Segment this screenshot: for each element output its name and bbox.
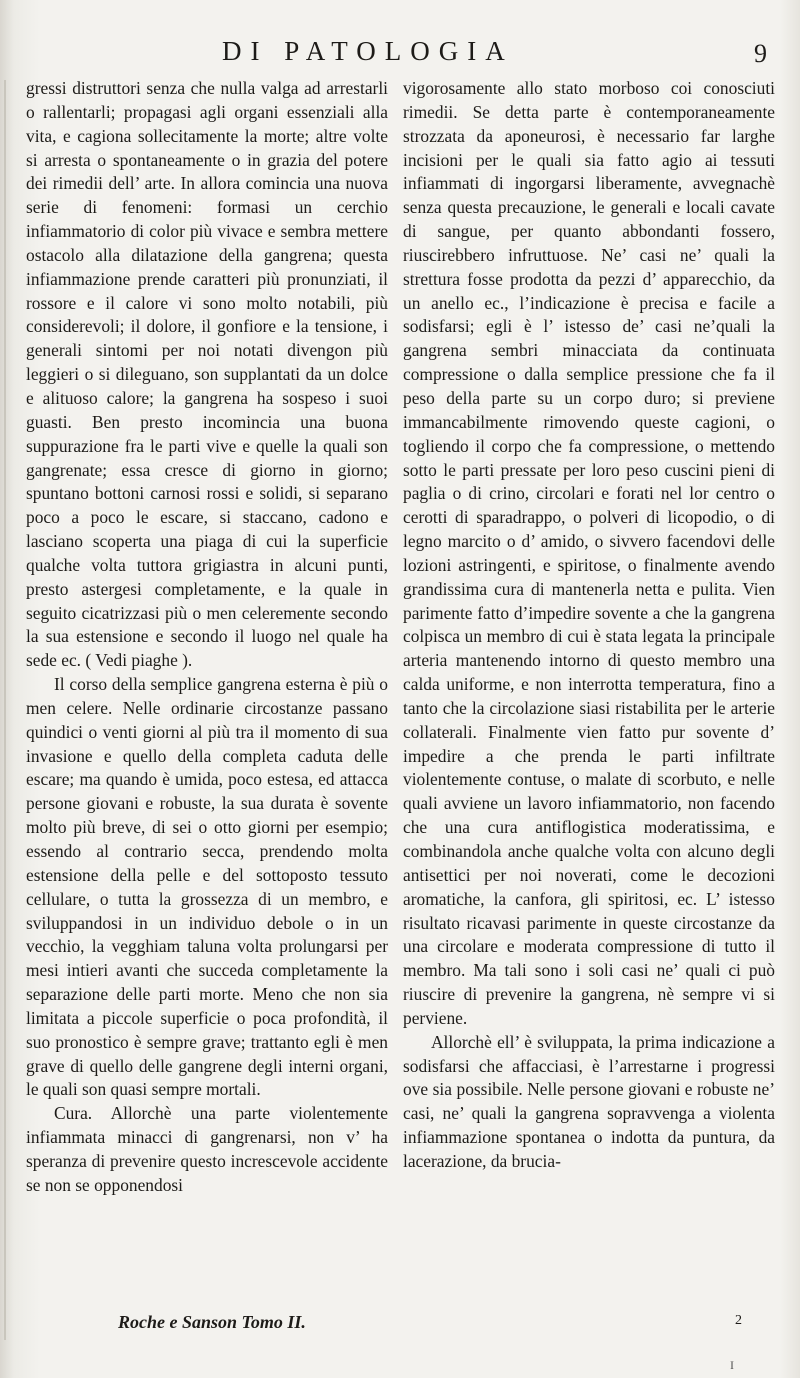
page-header xyxy=(0,36,800,76)
left-column xyxy=(26,77,388,1198)
paragraph: Cura. Allorchè una parte violentemente infiammata minacci di gangrenarsi, non v’ ha speranza di prevenire questo increscevole accidente se non se opponendosi xyxy=(26,1103,388,1195)
paragraph: Allorchè ell’ è sviluppata, la prima indicazione a sodisfarsi che affacciasi, è l’arrestarne i progressi ove sia possibile. Nelle persone giovani e robuste ne’ casi, ne’ quali la gangrena sopravvenga a violenta infiammazione spontanea o indotta da puntura, da lacerazione, da brucia- xyxy=(403,1031,775,1171)
signature-line: Roche e Sanson Tomo II. xyxy=(118,1312,306,1332)
right-column xyxy=(403,77,775,1174)
binding-gutter xyxy=(4,80,6,1340)
paragraph: vigorosamente allo stato morboso coi conosciuti rimedii. Se detta parte è contemporaneamente strozzata da aponeurosi, è necessario far larghe incisioni per le quali sia fatto agio ai tessuti infiammati di ingorgarsi liberamente, avvegnachè senza questa precauzione, le generali e locali cavate di sangue, per quanto abbondanti fossero, riuscirebbero infruttuose. Ne’ casi ne’ quali la strettura fosse prodotta da pezzi d’ apparecchio, da un anello ec., l’indicazione è precisa e facile a sodisfarsi; egli è l’ istesso de’ casi ne’quali la gangrena sembri minacciata da continuata compressione o dalla semplice pressione che fa il peso della parte su un corpo duro; si previene immancabilmente rimovendo queste cagioni, o togliendo il corpo che fa compressione, o mettendo sotto le parti pressate per loro peso cuscini pieni di paglia o di crino, circolari e forati nel lor centro o cerotti di sparadrappo, o polveri di licopodio, o di legno marcito o d’ amido, o sivvero facendovi delle lozioni astringenti, e spiritose, o finalmente avendo grandissima cura di mantenerla netta e pulita. Vien parimente fatto d’impedire sovente a che la gangrena colpisca un membro di cui è stata legata la principale arteria mantenendo intorno di questo membro una calda uniforme, e non interrotta temperatura, fino a tanto che la circolazione siasi ristabilita per le arterie collaterali. Finalmente vien fatto pur sovente d’ impedire a che prenda le parti infiltrate violentemente contuse, o malate di scorbuto, e nelle quali avviene un lavoro infiammatorio, non facendo che una cura antiflogistica moderatissima, e combinandola anche qualche volta con alcuno degli antisettici per noi noverati, come le decozioni aromatiche, la canfora, gli spiritosi, ec. L’ istesso risultato ricavasi parimente in queste circostanze da una circolare e moderata compressione di tutto il membro. Ma tali sono i soli casi ne’ quali ci può riuscire di prevenire la gangrena, nè sempre vi si perviene. xyxy=(403,78,775,1028)
paragraph: gressi distruttori senza che nulla valga ad arrestarli o rallentarli; propagasi agli organi essenziali alla vita, e cagiona sollecitamente la morte; altre volte si arresta o spontaneamente o in grazia del potere dei rimedii dell’ arte. In allora comincia una nuova serie di fenomeni: formasi un cerchio infiammatorio di color più vivace e sembra mettere ostacolo alla dilatazione della gangrena; questa infiammazione prende caratteri più pronunziati, il rossore e il calore vi sono molto notabili, più considerevoli; il dolore, il gonfiore e la tensione, i generali sintomi per noi notati divengon più leggieri o si dileguano, son supplantati da un dolce e alituoso calore; la gangrena ha sospeso i suoi guasti. Ben presto incomincia una buona suppurazione fra le parti vive e quelle la quali son gangrenate; essa cresce di giorno in giorno; spuntano bottoni carnosi rossi e solidi, si separano poco a poco le escare, si staccano, cadono e lasciano scoperta una piaga di cui la superficie qualche volta tuttora grigiastra in alcuni punti, presto astergesi completamente, e la quale in seguito cicatrizzasi più o men celeremente secondo la sua estensione e secondo il luogo nel quale ha sede ec. ( Vedi piaghe ). xyxy=(26,78,388,671)
running-title: DI PATOLOGIA xyxy=(222,36,514,66)
page-number: 9 xyxy=(754,39,767,68)
bottom-mark: I xyxy=(730,1358,734,1372)
paragraph: Il corso della semplice gangrena esterna è più o men celere. Nelle ordinarie circostanze passano quindici o venti giorni al più tra il momento di sua invasione e quello della completa caduta delle escare; ma quando è umida, poco estesa, ed attacca persone giovani e robuste, la sua durata è sovente molto più breve, di sei o otto giorni per esempio; essendo al contrario secca, prendendo molta estensione della pelle e del sottoposto tessuto cellulare, o tutta la grossezza di un membro, e sviluppandosi in un individuo debole o in un vecchio, la vegghiam taluna volta prolungarsi per mesi intieri avanti che succeda completamente la separazione delle parti morte. Meno che non sia limitata a piccole superficie o poca profondità, il suo pronostico è sempre grave; trattanto egli è men grave di quello delle gangrene degli interni organi, le quali son quasi sempre mortali. xyxy=(26,674,388,1100)
signature-mark: 2 xyxy=(735,1313,742,1328)
